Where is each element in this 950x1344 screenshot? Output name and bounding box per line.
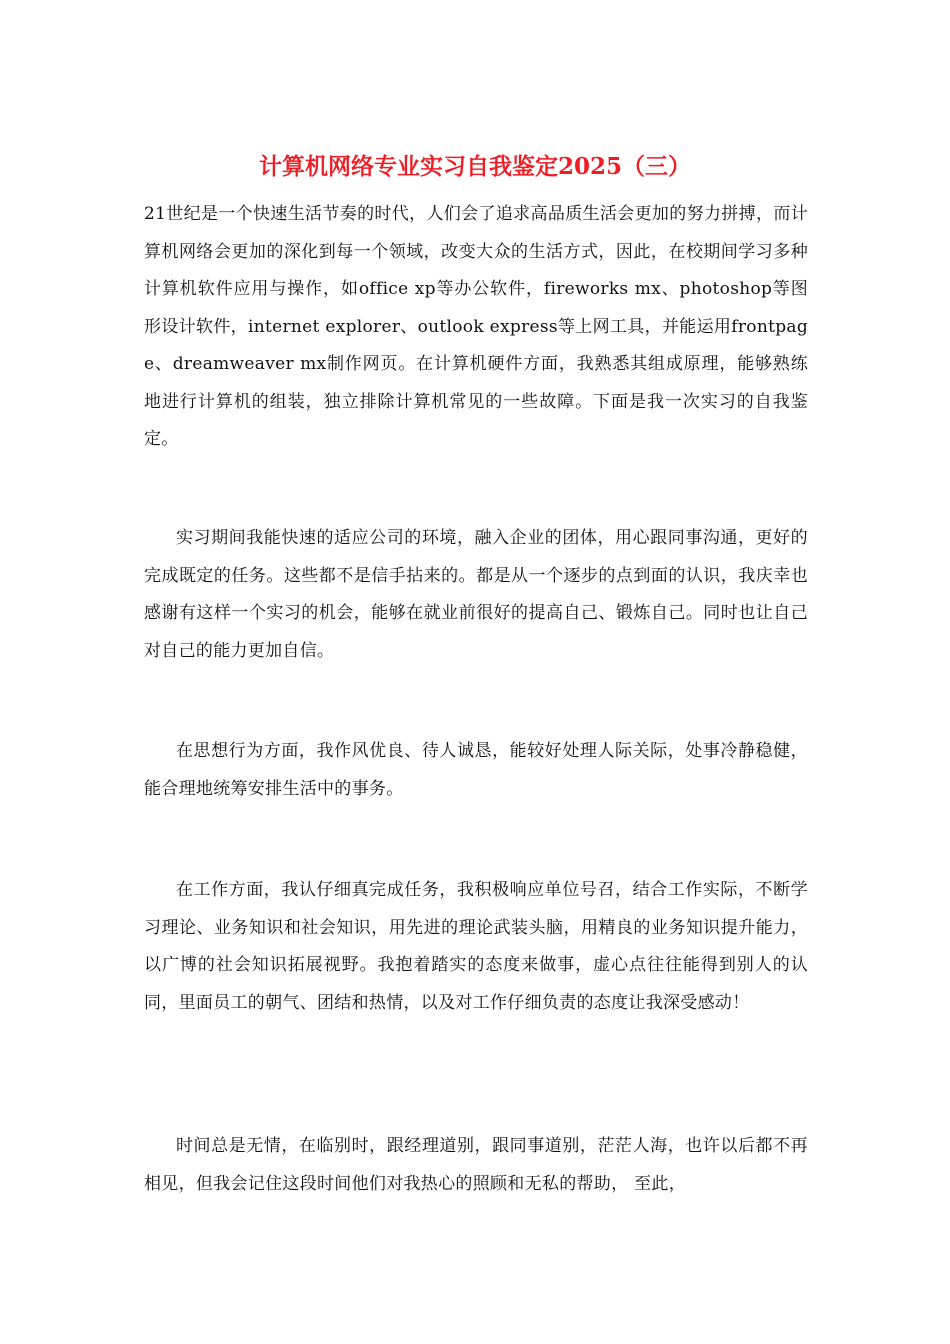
paragraph-internship-adaptation: 实习期间我能快速的适应公司的环境，融入企业的团体，用心跟同事沟通，更好的完成既定的任务。这些都不是信手拈来的。都是从一个逐步的点到面的认识，我庆幸也感谢有这样一个实习的机会，能够在就业前很好的提高自己、锻炼自己。同时也让自己对自己的能力更加自信。 [144,528,808,661]
paragraph-conduct: 在思想行为方面，我作风优良、待人诚恳，能较好处理人际关际，处事冷静稳健，能合理地统筹安排生活中的事务。 [144,741,808,799]
document-title: 计算机网络专业实习自我鉴定2025（三） [258,153,691,180]
paragraph-work: 在工作方面，我认仔细真完成任务，我积极响应单位号召，结合工作实际，不断学习理论、业务知识和社会知识，用先进的理论武装头脑，用精良的业务知识提升能力，以广博的社会知识拓展视野。我抱着踏实的态度来做事，虚心点往往能得到别人的认同，里面员工的朝气、团结和热情，以及对工作仔细负责的态度让我深受感动！ [144,880,808,1013]
paragraph-farewell: 时间总是无情，在临别时，跟经理道别，跟同事道别，茫茫人海，也许以后都不再相见，但我会记住这段时间他们对我热心的照顾和无私的帮助， 至此， [144,1136,808,1194]
paragraph-intro: 21世纪是一个快速生活节奏的时代，人们会了追求高品质生活会更加的努力拼搏，而计算机网络会更加的深化到每一个领域，改变大众的生活方式，因此，在校期间学习多种计算机软件应用与操作，如office xp等办公软件，fireworks mx、photoshop等图形设计软件，internet explorer、outlook express等上网工具，并能运用frontpage、dreamweaver mx制作网页。在计算机硬件方面，我熟悉其组成原理，能够熟练地进行计算机的组装，独立排除计算机常见的一些故障。下面是我一次实习的自我鉴定。 [144,204,808,449]
